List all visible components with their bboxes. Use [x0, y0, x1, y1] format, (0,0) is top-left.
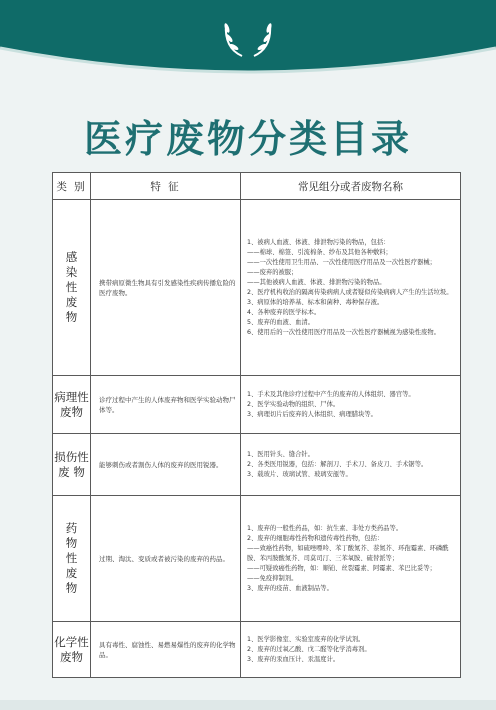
header-category: 类 别	[53, 173, 91, 200]
feature-cell: 具有毒性、腐蚀性、易燃易爆性的废弃的化学物品。	[91, 622, 241, 678]
header-items: 常见组分或者废物名称	[241, 173, 461, 200]
category-label: 化学性废物	[54, 634, 89, 664]
list-item: 3、载玻片、玻璃试管、玻璃安瓿等。	[247, 470, 352, 478]
table-header-row	[53, 173, 461, 200]
list-item: 3、废弃的疫苗、血液制品等。	[247, 584, 333, 592]
list-item: 1、医用针头、缝合针。	[247, 450, 314, 458]
list-item: 2、各类医用锐器，包括：解剖刀、手术刀、备皮刀、手术锯等。	[247, 460, 428, 468]
category-cell	[53, 622, 91, 678]
category-label: 病理性废物	[54, 389, 89, 419]
items-cell	[241, 622, 461, 678]
table-row	[53, 376, 461, 434]
footer-strip	[0, 700, 496, 710]
list-item: 1、医学影像室、实验室废弃的化学试剂。	[247, 635, 365, 643]
list-item: 4、各种废弃的医学标本。	[247, 308, 321, 316]
list-item: 3、病原体的培养基、标本和菌种、毒种保存液。	[247, 298, 384, 306]
list-item: 2、医疗机构收治的隔离传染病病人或者疑似传染病病人产生的生活垃圾。	[247, 288, 453, 296]
feature-cell: 过期、淘汰、变质或者被污染的废弃的药品。	[91, 496, 241, 622]
table-row	[53, 200, 461, 376]
items-cell	[241, 376, 461, 434]
list-item: 2、废弃的过氧乙酸、戊二醛等化学消毒剂。	[247, 645, 371, 653]
page-title: 医疗废物分类目录	[83, 117, 412, 161]
feature-cell: 诊疗过程中产生的人体废弃物和医学实验动物尸体等。	[91, 376, 241, 434]
list-item: ——致癌性药物，如硫唑嘌呤、苯丁酸氮芥、萘氮芥、环孢霉素、环磷酰胺、苯丙胺酸氮芥、司莫司汀、三苯氧胺、硫替派等；	[247, 544, 449, 562]
feature-cell: 携带病原微生物具有引发感染性疾病传播危险的医疗废物。	[91, 200, 241, 376]
list-item: 1、废弃的一般性药品，如：抗生素、非处方类药品等。	[247, 524, 403, 532]
table-row	[53, 496, 461, 622]
category-cell	[53, 496, 91, 622]
list-item: 5、废弃的血液、血清。	[247, 318, 314, 326]
items-cell	[241, 496, 461, 622]
list-item: 1、手术及其他诊疗过程中产生的废弃的人体组织、器官等。	[247, 390, 415, 398]
table-row	[53, 622, 461, 678]
list-item: 6、使用后的一次性使用医疗用品及一次性医疗器械视为感染性废物。	[247, 328, 440, 336]
waste-catalog-table	[52, 172, 461, 678]
category-label: 感染性废物	[65, 250, 78, 324]
feature-cell: 能够刺伤或者割伤人体的废弃的医用锐器。	[91, 434, 241, 496]
list-item: 1、被病人血液、体液、排泄物污染的物品，包括：	[247, 238, 390, 246]
laurel-wreath-icon	[218, 14, 278, 60]
list-item: 3、废弃的汞血压计、汞温度计。	[247, 655, 340, 663]
category-cell	[53, 376, 91, 434]
items-cell	[241, 434, 461, 496]
category-label: 损伤性废 物	[54, 449, 89, 479]
items-cell	[241, 200, 461, 376]
list-item: ——棉球、棉签、引流棉条、纱布及其他各种敷料；	[247, 248, 392, 256]
category-label: 药物性废物	[65, 521, 78, 595]
list-item: ——免疫抑制剂。	[247, 574, 298, 582]
list-item: 3、病理切片后废弃的人体组织、病理腊块等。	[247, 410, 377, 418]
table-row	[53, 434, 461, 496]
list-item: ——废弃的被服；	[247, 268, 298, 276]
list-item: ——其他被病人血液、体液、排泄物污染的物品。	[247, 278, 386, 286]
header-feature: 特 征	[91, 173, 241, 200]
list-item: 2、废弃的细胞毒性药物和遗传毒性药物，包括：	[247, 534, 384, 542]
category-cell	[53, 200, 91, 376]
list-item: ——一次性使用卫生用品、一次性使用医疗用品及一次性医疗器械；	[247, 258, 436, 266]
list-item: ——可疑致癌性药物，如：顺铂、丝裂霉素、阿霉素、苯巴比妥等；	[247, 564, 436, 572]
category-cell	[53, 434, 91, 496]
list-item: 2、医学实验动物的组织、尸体。	[247, 400, 340, 408]
